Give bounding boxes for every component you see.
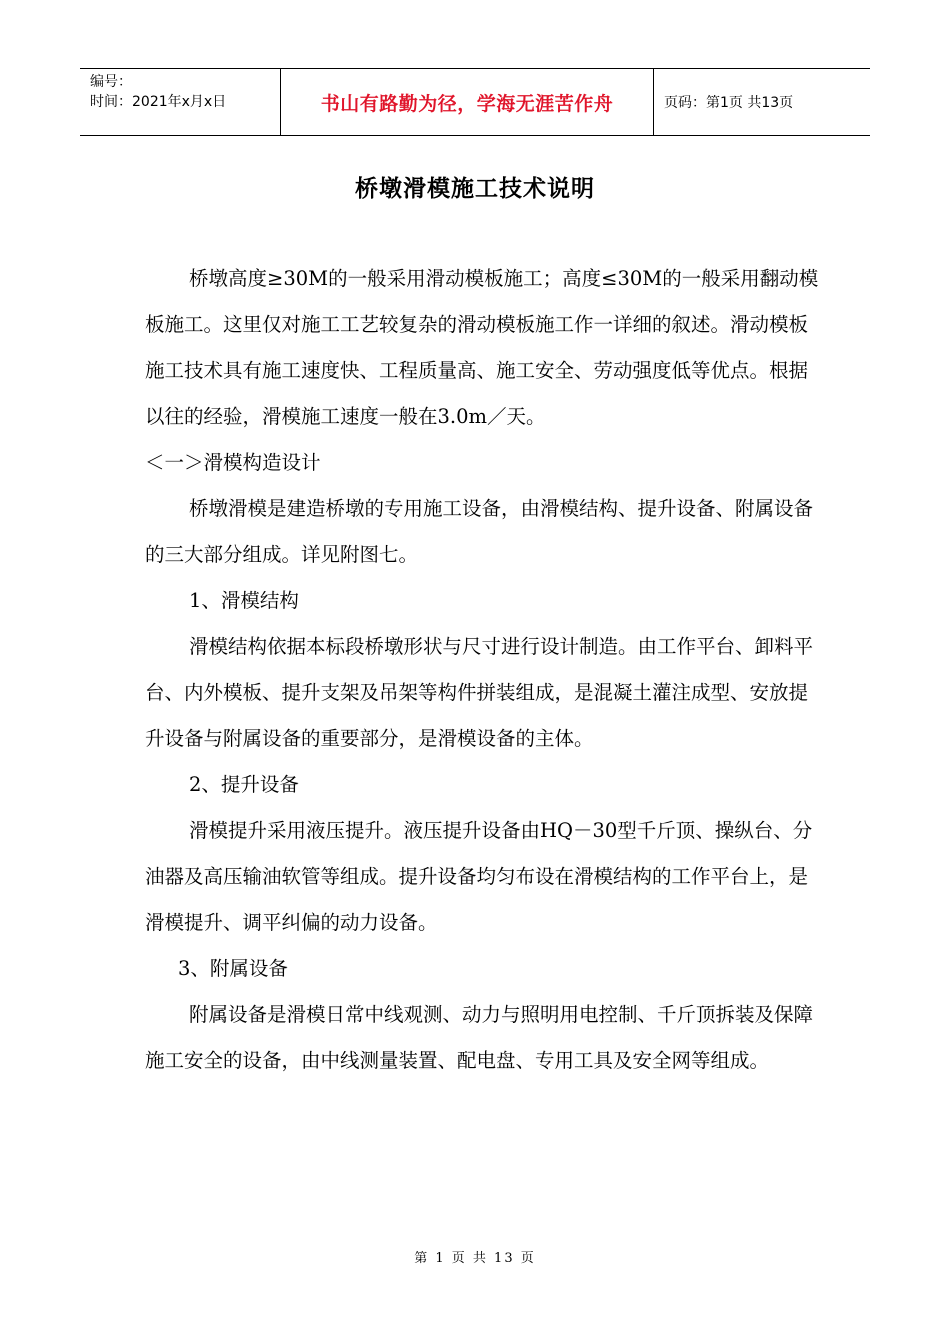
- item1-paragraph: 滑模结构依据本标段桥墩形状与尺寸进行设计制造。由工作平台、卸料平台、内外模板、提升支架及吊架等构件拼装组成，是混凝土灌注成型、安放提升设备与附属设备的重要部分，是滑模设备的主体。: [145, 635, 814, 750]
- section1-heading: ＜一＞滑模构造设计: [145, 451, 321, 474]
- item3-paragraph: 附属设备是滑模日常中线观测、动力与照明用电控制、千斤顶拆装及保障施工安全的设备，由中线测量装置、配电盘、专用工具及安全网等组成。: [145, 1003, 814, 1072]
- document-title: 桥墩滑模施工技术说明: [355, 176, 595, 202]
- document-body: [145, 256, 825, 1084]
- page-label: 页码：第1页 共13页: [664, 95, 794, 111]
- intro-paragraph: 桥墩高度≥30M的一般采用滑动模板施工；高度≤30M的一般采用翻动模板施工。这里仅对施工工艺较复杂的滑动模板施工作一详细的叙述。滑动模板施工技术具有施工速度快、工程质量高、施工安全、劳动强度低等优点。根据以往的经验，滑模施工速度一般在3.0m／天。: [145, 267, 819, 428]
- header-meta-cell: [80, 69, 280, 135]
- item2-heading: 2、提升设备: [189, 773, 299, 796]
- header-page-cell: [654, 69, 870, 135]
- section1-paragraph: 桥墩滑模是建造桥墩的专用施工设备，由滑模结构、提升设备、附属设备的三大部分组成。详见附图七。: [145, 497, 814, 566]
- header-motto-cell: [280, 69, 654, 135]
- header-table: [80, 68, 870, 136]
- item1-heading: 1、滑模结构: [189, 589, 299, 612]
- date-label: 时间：2021年x月x日: [90, 94, 227, 110]
- number-label: 编号：: [90, 74, 132, 90]
- item3-heading: 3、附属设备: [178, 957, 288, 980]
- page-footer: 第 1 页 共 13 页: [414, 1251, 536, 1266]
- item2-paragraph: 滑模提升采用液压提升。液压提升设备由HQ－30型千斤顶、操纵台、分油器及高压输油软管等组成。提升设备均匀布设在滑模结构的工作平台上，是滑模提升、调平纠偏的动力设备。: [145, 819, 813, 934]
- motto-text: 书山有路勤为径，学海无涯苦作舟: [320, 92, 614, 115]
